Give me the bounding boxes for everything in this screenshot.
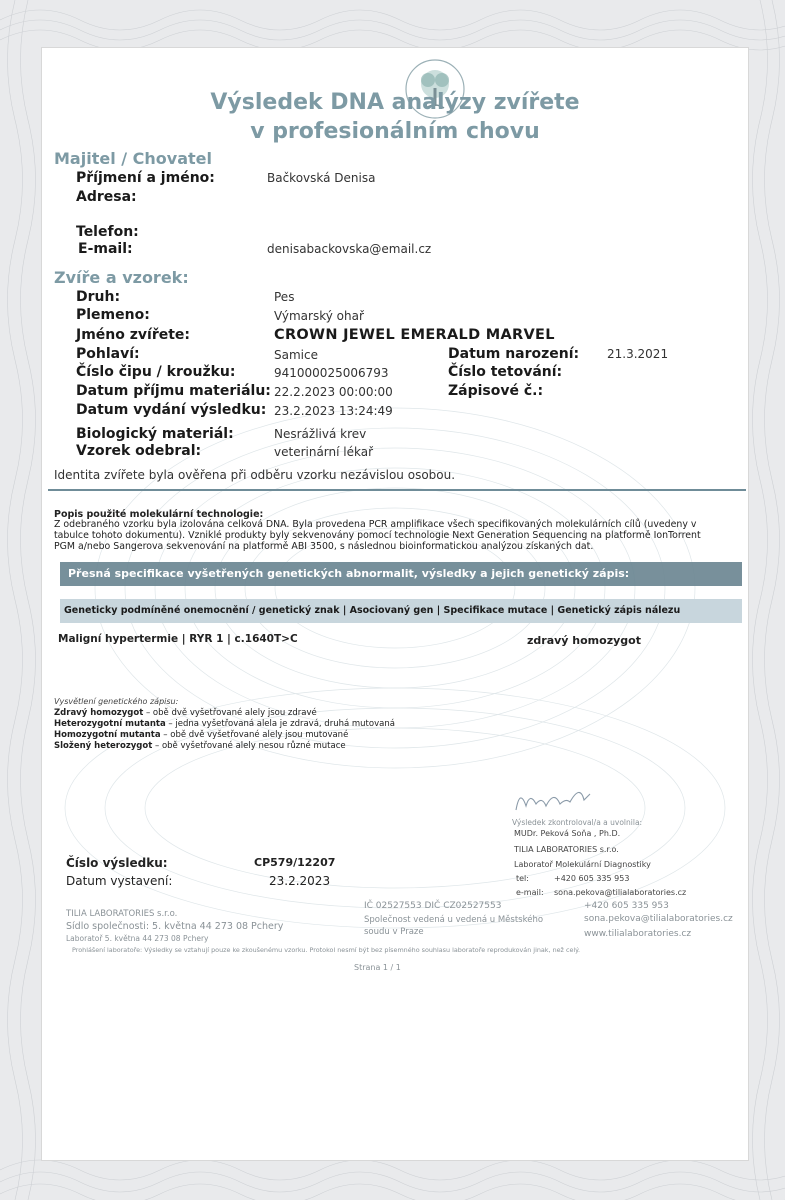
issued-label: Datum vydání výsledku: xyxy=(76,402,267,418)
signer-tel-label: tel: xyxy=(516,874,529,883)
method-line-2: tabulce tohoto dokumentu). Vzniklé produkty byly sekvenovány pomocí technologie Next Generation Sequencing na platformě IonTorrent xyxy=(54,530,701,541)
tattoo-label: Číslo tetování: xyxy=(448,364,563,380)
material-label: Biologický materiál: xyxy=(76,426,234,442)
material-value: Nesrážlivá krev xyxy=(274,427,367,441)
footer-disclaimer: Prohlášení laboratoře: Výsledky se vztahují pouze ke zkoušenému vzorku. Protokol nesmí být bez písemného souhlasu laboratoře reprodukován jinak, než celý. xyxy=(72,946,581,954)
legend-heading: Vysvětlení genetického zápisu: xyxy=(54,697,179,706)
footer-phone: +420 605 335 953 xyxy=(584,901,669,911)
footer-ids: IČ 02527553 DIČ CZ02527553 xyxy=(364,901,502,911)
footer-email: sona.pekova@tilialaboratories.cz xyxy=(584,914,733,924)
legend-item: Heterozygotní mutanta – jedna vyšetřovaná alela je zdravá, druhá mutovaná xyxy=(54,719,395,729)
species-label: Druh: xyxy=(76,289,121,305)
dob-label: Datum narození: xyxy=(448,346,580,362)
footer-court-1: Společnost vedená u vedená u Městského xyxy=(364,915,544,925)
legend-item: Zdravý homozygot – obě dvě vyšetřované alely jsou zdravé xyxy=(54,708,317,718)
species-value: Pes xyxy=(274,290,295,304)
method-line-1: Z odebraného vzorku byla izolována celková DNA. Byla provedena PCR amplifikace všech specifikovaných molekulárních cílů (uvedeny v xyxy=(54,519,697,530)
method-heading: Popis použité molekulární technologie: xyxy=(54,509,264,520)
signer-lab: Laboratoř Molekulární Diagnostiky xyxy=(514,860,651,869)
result-value: zdravý homozygot xyxy=(527,634,641,647)
signature-mark xyxy=(510,782,600,818)
chip-value: 941000025006793 xyxy=(274,366,389,380)
owner-heading: Majitel / Chovatel xyxy=(54,149,212,168)
chip-label: Číslo čipu / kroužku: xyxy=(76,364,236,380)
page-number: Strana 1 / 1 xyxy=(354,963,401,972)
result-number-value: CP579/12207 xyxy=(254,856,336,869)
issue-date-label: Datum vystavení: xyxy=(66,874,173,888)
animal-name-label: Jméno zvířete: xyxy=(76,327,191,343)
signer-email-label: e-mail: xyxy=(516,888,544,897)
animal-name-value: CROWN JEWEL EMERALD MARVEL xyxy=(274,327,555,343)
dob-value: 21.3.2021 xyxy=(607,347,669,361)
footer-company: TILIA LABORATORIES s.r.o. xyxy=(66,909,178,919)
signer-email: sona.pekova@tilialaboratories.cz xyxy=(554,888,687,897)
signer-name: MUDr. Peková Soňa , Ph.D. xyxy=(514,829,621,838)
sampler-label: Vzorek odebral: xyxy=(76,443,202,459)
footer-court-2: soudu v Praze xyxy=(364,927,424,937)
result-test-name: Maligní hypertermie | RYR 1 | c.1640T>C xyxy=(58,633,298,645)
legend-item: Složený heterozygot – obě vyšetřované alely nesou různé mutace xyxy=(54,741,346,751)
title-line-1: Výsledek DNA analýzy zvířete xyxy=(210,90,580,115)
owner-phone-label: Telefon: xyxy=(76,224,139,240)
sampler-value: veterinární lékař xyxy=(274,445,374,459)
animal-heading: Zvíře a vzorek: xyxy=(54,268,189,287)
legend-item: Homozygotní mutanta – obě dvě vyšetřované alely jsou mutované xyxy=(54,730,349,740)
issued-value: 23.2.2023 13:24:49 xyxy=(274,404,393,418)
sex-value: Samice xyxy=(274,348,318,362)
owner-email-value: denisabackovska@email.cz xyxy=(267,242,432,256)
document-sheet xyxy=(42,48,748,1160)
breed-label: Plemeno: xyxy=(76,307,150,323)
received-label: Datum příjmu materiálu: xyxy=(76,383,271,399)
specification-bar: Přesná specifikace vyšetřených genetických abnormalit, výsledky a jejich genetický zápis: xyxy=(60,562,742,586)
section-divider xyxy=(48,489,746,491)
method-line-3: PGM a/nebo Sangerova sekvenování na platformě ABI 3500, s následnou bioinformatickou analýzou získaných dat. xyxy=(54,541,594,552)
checked-by-label: Výsledek zkontroloval/a a uvolnila: xyxy=(512,818,643,827)
footer-web: www.tilialaboratories.cz xyxy=(584,929,692,939)
issue-date-value: 23.2.2023 xyxy=(269,874,331,888)
title-line-2: v profesionálním chovu xyxy=(250,119,540,144)
owner-address-label: Adresa: xyxy=(76,189,137,205)
registry-label: Zápisové č.: xyxy=(448,383,544,399)
footer-seat: Sídlo společnosti: 5. května 44 273 08 Pchery xyxy=(66,921,284,932)
signer-company: TILIA LABORATORIES s.r.o. xyxy=(514,845,619,854)
results-table-header: Geneticky podmíněné onemocnění / genetický znak | Asociovaný gen | Specifikace mutace | Genetický zápis nálezu xyxy=(60,599,742,623)
breed-value: Výmarský ohař xyxy=(274,309,364,323)
received-value: 22.2.2023 00:00:00 xyxy=(274,385,393,399)
owner-name-label: Příjmení a jméno: xyxy=(76,170,215,186)
identity-note: Identita zvířete byla ověřena při odběru vzorku nezávislou osobou. xyxy=(54,468,456,482)
owner-email-label: E-mail: xyxy=(78,241,133,257)
result-number-label: Číslo výsledku: xyxy=(66,856,168,870)
sex-label: Pohlaví: xyxy=(76,346,140,362)
footer-lab: Laboratoř 5. května 44 273 08 Pchery xyxy=(66,934,209,943)
signer-tel: +420 605 335 953 xyxy=(554,874,630,883)
owner-name-value: Bačkovská Denisa xyxy=(267,171,376,185)
